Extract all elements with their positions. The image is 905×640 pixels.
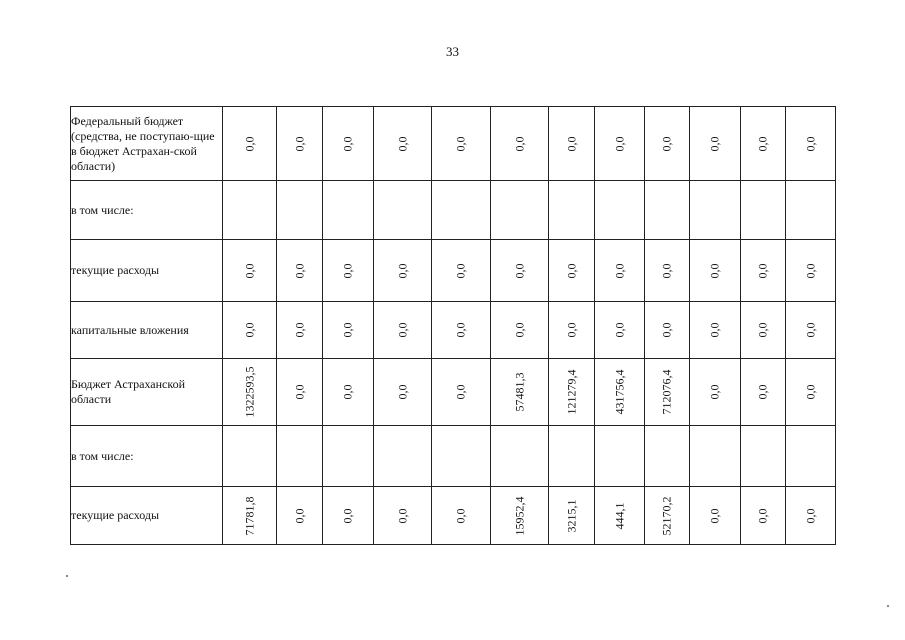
value-cell xyxy=(277,426,323,487)
cell-value: 15952,4 xyxy=(512,496,526,535)
value-cell xyxy=(595,107,645,181)
cell-value: 0,0 xyxy=(292,384,306,400)
cell-value: 0,0 xyxy=(242,263,256,278)
cell-value: 0,0 xyxy=(453,508,468,523)
cell-value: 0,0 xyxy=(755,322,770,338)
cell-value: 0,0 xyxy=(612,136,626,151)
cell-value: 0,0 xyxy=(395,136,409,151)
cell-value: 0,0 xyxy=(564,136,578,151)
cell-value: 0,0 xyxy=(707,263,722,278)
value-cell xyxy=(432,107,491,181)
value-cell xyxy=(223,302,277,359)
value-cell xyxy=(741,426,786,487)
cell-value: 0,0 xyxy=(659,136,674,151)
cell-value: 0,0 xyxy=(659,263,674,278)
value-cell xyxy=(323,487,374,545)
cell-value: 0,0 xyxy=(803,384,817,400)
value-cell xyxy=(491,107,549,181)
cell-value: 0,0 xyxy=(453,384,468,400)
cell-value: 57481,3 xyxy=(512,372,526,412)
value-cell xyxy=(374,240,432,302)
value-cell xyxy=(595,359,645,426)
table-row xyxy=(71,426,836,487)
cell-value: 444,1 xyxy=(612,502,626,529)
value-cell xyxy=(277,302,323,359)
table-row xyxy=(71,107,836,181)
value-cell xyxy=(549,359,595,426)
value-cell xyxy=(786,302,836,359)
value-cell xyxy=(690,181,741,240)
value-cell xyxy=(491,487,549,545)
cell-value: 0,0 xyxy=(512,136,526,151)
cell-value: 0,0 xyxy=(292,263,306,278)
cell-value: 0,0 xyxy=(340,384,355,400)
value-cell xyxy=(741,487,786,545)
value-cell xyxy=(374,302,432,359)
value-cell xyxy=(323,107,374,181)
value-cell xyxy=(786,426,836,487)
row-label: Бюджет Астраханской области xyxy=(71,359,223,426)
value-cell xyxy=(741,181,786,240)
value-cell xyxy=(223,426,277,487)
value-cell xyxy=(549,240,595,302)
cell-value: 431756,4 xyxy=(612,369,626,415)
value-cell xyxy=(277,240,323,302)
value-cell xyxy=(432,426,491,487)
cell-value: 71781,8 xyxy=(242,496,256,535)
value-cell xyxy=(741,359,786,426)
value-cell xyxy=(786,359,836,426)
value-cell xyxy=(223,107,277,181)
value-cell xyxy=(645,487,690,545)
value-cell xyxy=(323,181,374,240)
cell-value: 0,0 xyxy=(340,263,355,278)
value-cell xyxy=(690,426,741,487)
value-cell xyxy=(786,487,836,545)
cell-value: 0,0 xyxy=(395,263,409,278)
cell-value: 0,0 xyxy=(803,322,817,338)
cell-value: 3215,1 xyxy=(564,499,578,532)
value-cell xyxy=(645,426,690,487)
value-cell xyxy=(432,302,491,359)
value-cell xyxy=(491,359,549,426)
value-cell xyxy=(690,107,741,181)
cell-value: 0,0 xyxy=(395,508,409,523)
cell-value: 52170,2 xyxy=(659,496,674,535)
cell-value: 0,0 xyxy=(659,322,674,338)
cell-value: 0,0 xyxy=(512,263,526,278)
value-cell xyxy=(491,302,549,359)
cell-value: 0,0 xyxy=(340,136,355,151)
value-cell xyxy=(549,487,595,545)
value-cell xyxy=(374,426,432,487)
value-cell xyxy=(323,359,374,426)
row-label: в том числе: xyxy=(71,181,223,240)
value-cell xyxy=(432,487,491,545)
row-label: капитальные вложения xyxy=(71,302,223,359)
value-cell xyxy=(277,487,323,545)
cell-value: 1322593,5 xyxy=(242,366,256,418)
value-cell xyxy=(323,426,374,487)
cell-value: 0,0 xyxy=(564,263,578,278)
table-row xyxy=(71,359,836,426)
cell-value: 0,0 xyxy=(395,384,409,400)
cell-value: 0,0 xyxy=(242,322,256,338)
cell-value: 0,0 xyxy=(292,136,306,151)
cell-value: 121279,4 xyxy=(564,369,578,415)
value-cell xyxy=(223,359,277,426)
value-cell xyxy=(374,487,432,545)
value-cell xyxy=(223,487,277,545)
value-cell xyxy=(595,487,645,545)
value-cell xyxy=(595,240,645,302)
value-cell xyxy=(645,359,690,426)
value-cell xyxy=(741,107,786,181)
value-cell xyxy=(690,302,741,359)
cell-value: 0,0 xyxy=(707,322,722,338)
cell-value: 0,0 xyxy=(803,263,817,278)
table-row xyxy=(71,487,836,545)
cell-value: 0,0 xyxy=(803,508,817,523)
value-cell xyxy=(645,240,690,302)
page-number: 33 xyxy=(446,44,459,59)
value-cell xyxy=(491,181,549,240)
value-cell xyxy=(323,240,374,302)
value-cell xyxy=(432,359,491,426)
budget-table xyxy=(70,106,836,545)
value-cell xyxy=(645,107,690,181)
cell-value: 0,0 xyxy=(755,384,770,400)
value-cell xyxy=(549,426,595,487)
cell-value: 0,0 xyxy=(242,136,256,151)
cell-value: 0,0 xyxy=(340,508,355,523)
value-cell xyxy=(432,181,491,240)
value-cell xyxy=(690,359,741,426)
row-label: Федеральный бюджет (средства, не поступаю-щие в бюджет Астрахан-ской области) xyxy=(71,107,223,181)
value-cell xyxy=(786,240,836,302)
value-cell xyxy=(223,181,277,240)
value-cell xyxy=(645,302,690,359)
value-cell xyxy=(491,426,549,487)
value-cell xyxy=(595,426,645,487)
value-cell xyxy=(549,302,595,359)
value-cell xyxy=(786,107,836,181)
value-cell xyxy=(223,240,277,302)
value-cell xyxy=(595,181,645,240)
cell-value: 0,0 xyxy=(564,322,578,338)
table-row xyxy=(71,181,836,240)
cell-value: 0,0 xyxy=(395,322,409,338)
value-cell xyxy=(323,302,374,359)
value-cell xyxy=(432,240,491,302)
cell-value: 712076,4 xyxy=(659,369,674,415)
row-label: в том числе: xyxy=(71,426,223,487)
cell-value: 0,0 xyxy=(755,136,770,151)
value-cell xyxy=(277,181,323,240)
cell-value: 0,0 xyxy=(453,322,468,338)
value-cell xyxy=(690,487,741,545)
value-cell xyxy=(374,107,432,181)
value-cell xyxy=(374,181,432,240)
cell-value: 0,0 xyxy=(803,136,817,151)
row-label: текущие расходы xyxy=(71,240,223,302)
cell-value: 0,0 xyxy=(512,322,526,338)
value-cell xyxy=(645,181,690,240)
cell-value: 0,0 xyxy=(292,322,306,338)
value-cell xyxy=(491,240,549,302)
value-cell xyxy=(741,240,786,302)
value-cell xyxy=(741,302,786,359)
cell-value: 0,0 xyxy=(755,508,770,523)
scan-speck xyxy=(887,605,889,607)
cell-value: 0,0 xyxy=(755,263,770,278)
cell-value: 0,0 xyxy=(612,263,626,278)
row-label: текущие расходы xyxy=(71,487,223,545)
scan-speck xyxy=(66,575,68,577)
cell-value: 0,0 xyxy=(292,508,306,523)
value-cell xyxy=(595,302,645,359)
cell-value: 0,0 xyxy=(453,136,468,151)
table-row xyxy=(71,240,836,302)
value-cell xyxy=(549,107,595,181)
value-cell xyxy=(786,181,836,240)
cell-value: 0,0 xyxy=(340,322,355,338)
table-row xyxy=(71,302,836,359)
value-cell xyxy=(374,359,432,426)
value-cell xyxy=(277,359,323,426)
cell-value: 0,0 xyxy=(453,263,468,278)
cell-value: 0,0 xyxy=(707,384,722,400)
value-cell xyxy=(549,181,595,240)
cell-value: 0,0 xyxy=(612,322,626,338)
cell-value: 0,0 xyxy=(707,508,722,523)
value-cell xyxy=(690,240,741,302)
cell-value: 0,0 xyxy=(707,136,722,151)
value-cell xyxy=(277,107,323,181)
